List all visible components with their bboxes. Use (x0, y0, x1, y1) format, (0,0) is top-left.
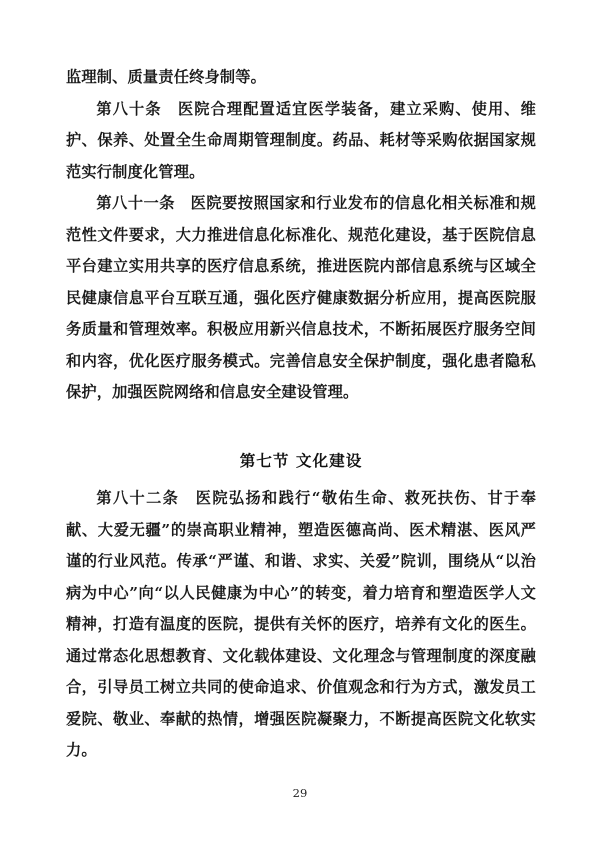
paragraph-article-80: 第八十条 医院合理配置适宜医学装备，建立采购、使用、维护、保养、处置全生命周期管理制度。药品、耗材等采购依据国家规范实行制度化管理。 (66, 99, 536, 181)
section-spacer (66, 409, 536, 445)
paragraph-article-81: 第八十一条 医院要按照国家和行业发布的信息化相关标准和规范性文件要求，大力推进信息化标准化、规范化建设，基于医院信息平台建立实用共享的医疗信息系统，推进医院内部信息系统与区域全民健康信息平台互联互通，强化医疗健康数据分析应用，提高医院服务质量和管理效率。积极应用新兴信息技术，不断拓展医疗服务空间和内容，优化医疗服务模式。完善信息安全保护制度，强化患者隐私保护，加强医院网络和信息安全建设管理。 (66, 194, 536, 401)
paragraph-continuation: 监理制、质量责任终身制等。 (66, 68, 267, 86)
paragraph-article-82: 第八十二条 医院弘扬和践行“敬佑生命、救死扶伤、甘于奉献、大爱无疆”的崇高职业精神，塑造医德高尚、医术精湛、医风严谨的行业风范。传承“严谨、和谐、求实、关爱”院训，围绕从“以治病为中心”向“以人民健康为中心”的转变，着力培育和塑造医学人文精神，打造有温度的医院，提供有关怀的医疗，培养有文化的医生。通过常态化思想教育、文化载体建设、文化理念与管理制度的深度融合，引导员工树立共同的使命追求、价值观念和行为方式，激发员工爱院、敬业、奉献的热情，增强医院凝聚力，不断提高医院文化软实力。 (66, 489, 536, 759)
page-number: 29 (292, 786, 308, 800)
section-heading-spacer (66, 476, 536, 483)
section-heading: 第七节 文化建设 (239, 450, 363, 470)
page-content (66, 62, 536, 767)
